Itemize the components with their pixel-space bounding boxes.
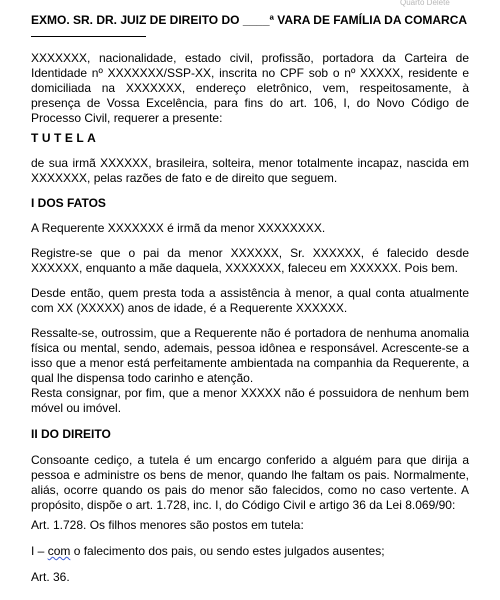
- direito-paragraph: Consoante cediço, a tutela é um encargo conferido a alguém para que dirija a pessoa e administre os bens de menor, quando lhe faltam os pais. Normalmente, aliás, ocorre quando os pais do menor são falecidos, como no caso vertente. A propósito, dispõe o art. 1.728, inc. I, do Código Civil e artigo 36 da Lei 8.069/90:: [31, 453, 469, 512]
- fatos-paragraph-4: Ressalte-se, outrossim, que a Requerente não é portadora de nenhuma anomalia física ou mental, sendo, ademais, pessoa idônea e responsável. Acrescente-se a isso que a menor está perfeitamente ambientada na companhia da Requerente, a qual lhe dispensa todo carinho e atenção.: [31, 326, 469, 385]
- tutela-title: TUTELA: [31, 131, 100, 145]
- inciso-text: o falecimento dos pais, ou sendo estes julgados ausentes;: [70, 544, 385, 558]
- section-title-direito: II DO DIREITO: [31, 427, 111, 441]
- heading-text: EXMO. SR. DR. JUIZ DE DIREITO DO: [31, 13, 243, 27]
- inciso-line: [31, 544, 469, 559]
- fatos-paragraph-2: Registre-se que o pai da menor XXXXXX, Sr. XXXXXX, é falecido desde XXXXXX, enquanto a mãe daquela, XXXXXXX, faleceu em XXXXXX. Pois bem.: [31, 246, 469, 275]
- fatos-paragraph-1: A Requerente XXXXXXX é irmã da menor XXXXXXXX.: [31, 221, 326, 235]
- intro-paragraph: XXXXXXX, nacionalidade, estado civil, profissão, portadora da Carteira de Identidade nº XXXXXXX/SSP-XX, inscrita no CPF sob o nº XXXXX, residente e domiciliada na XXXXXXX, endereço eletrônico, vem, respeitosamente, à presença de Vossa Excelência, para fins do art. 106, I, do Novo Código de Processo Civil, requerer a presente:: [31, 51, 469, 125]
- section-title-fatos: I DOS FATOS: [31, 196, 106, 210]
- art-36-line: Art. 36.: [31, 570, 70, 584]
- inciso-prefix: I –: [31, 544, 48, 558]
- faded-toolbar-text: Quarto Delete: [400, 0, 450, 7]
- heading-blank: ____: [242, 13, 270, 27]
- spellcheck-flagged-word[interactable]: com: [47, 544, 71, 558]
- heading-text-end: ª VARA DE FAMÍLIA DA COMARCA: [269, 13, 468, 27]
- art-1728-line: Art. 1.728. Os filhos menores são postos em tutela:: [31, 518, 304, 532]
- signature-line: [31, 36, 146, 37]
- tutela-paragraph: de sua irmã XXXXXX, brasileira, solteira, menor totalmente incapaz, nascida em XXXXXXX, pelas razões de fato e de direito que seguem.: [31, 156, 469, 185]
- fatos-paragraph-3: Desde então, quem presta toda a assistência à menor, a qual conta atualmente com XX (XXXXX) anos de idade, é a Requerente XXXXXX.: [31, 286, 469, 315]
- fatos-paragraph-5: Resta consignar, por fim, que a menor XXXXX não é possuidora de nenhum bem móvel ou imóvel.: [31, 386, 469, 415]
- document-heading: [31, 13, 486, 27]
